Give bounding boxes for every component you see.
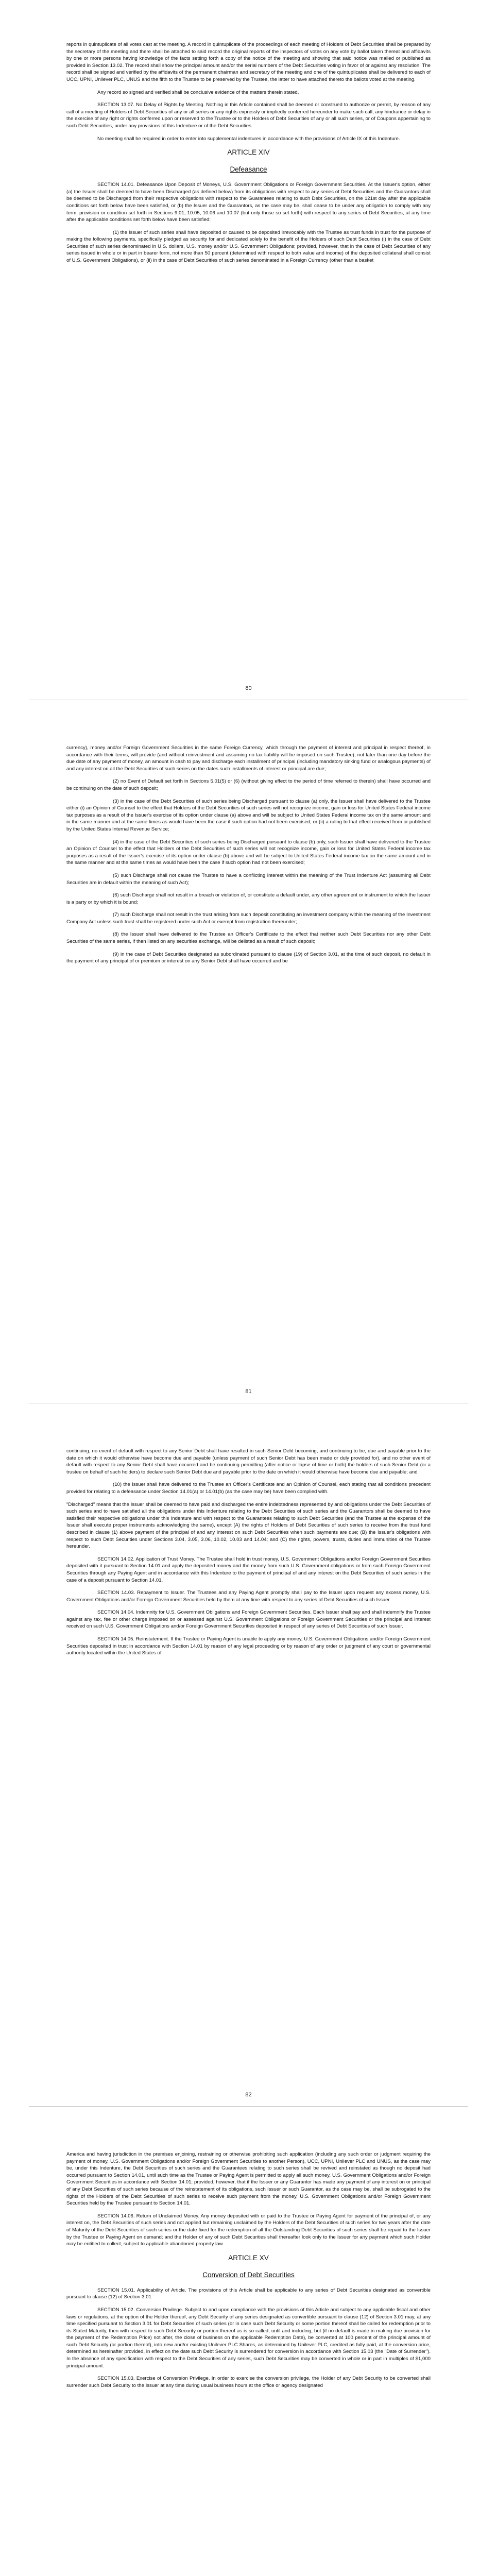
paragraph: reports in quintuplicate of all votes cast at the meeting. A record in quintuplicate of the proceedings of each meeting of Holders of Debt Securities shall be prepared by the secretary of the meeting and there shall be attached to said record the original reports of the inspectors of votes on any vote by ballot taken thereat and affidavits by one or more persons having knowledge of the facts setting forth a copy of the notice of the meeting and showing that said notice was mailed or published as provided in Section 13.02. The record shall show the principal amount and/or the serial numbers of the Debt Securities voting in favor of or against any resolution. The record shall be signed and verified by the affidavits of the permanent chairman and secretary of the meeting and one of the quintuplicates shall be delivered to each of UCC, UPNI, Unilever PLC, UNUS and the fifth to the Trustee to be preserved by the Trustee, the latter to have attached thereto the ballots voted at the meeting. [66,42,431,82]
page-number: 82 [245,2092,252,2098]
article-subtitle: Defeasance [230,165,267,174]
clause-1: (1) the Issuer of such series shall have deposited or caused to be deposited irrevocably with the Trustee as trust funds in trust for the purpose of making the following payments, specifically pledged as security for and dedicated solely to the benefit of the Holders of such Debt Securities (i) in the case of Debt Securities of such series denominated in U.S. dollars, U.S. money and/or U.S. Government Obligations; provided, however, that in the case of Debt Securities of any series issued in whole or in part in bearer form, not more than 50 percent (determined with respect to both value and income) of the deposited collateral shall consist of U.S. Government Obligations), or (ii) in the case of Debt Securities of such series denominated in a Foreign Currency (other than a basket [66,229,431,264]
clause-7: (7) such Discharge shall not result in the trust arising from such deposit constituting an investment company within the meaning of the Investment Company Act unless such trust shall be registered under such Act or exempt from registration thereunder; [66,912,431,925]
page-83 [0,2110,497,2576]
article-title: ARTICLE XV [228,2253,269,2262]
section-15-03: SECTION 15.03. Exercise of Conversion Privilege. In order to exercise the conversion privilege, the Holder of any Debt Security to be converted shall surrender such Debt Security to the Issuer at any time during usual business hours at the office or agency designated [66,2376,431,2388]
section-14-05: SECTION 14.05. Reinstatement. If the Trustee or Paying Agent is unable to apply any money, U.S. Government Obligations and/or Foreign Government Securities deposited in trust in accordance with Section 14.01 by reason of any legal proceeding or by reason of any order or judgment of any court or governmental authority located within the United States of [66,1636,431,1656]
clause-4: (4) in the case of the Debt Securities of such series being Discharged pursuant to clause (b) only, such Issuer shall have delivered to the Trustee an Opinion of Counsel to the effect that Holders of the Debt Securities of such series will not recognize income, gain or loss for United States Federal income tax purposes as a result of the Issuer's exercise of its option under clause (b) above and will be subject to United States Federal income tax on the same amount and in the same manner and at the same times as would have been the case if such option had not been exercised; [66,839,431,866]
discharged-definition: "Discharged" means that the Issuer shall be deemed to have paid and discharged the entire indebtedness represented by and obligations under the Debt Securities of such series and to have satisfied all the obligations under this Indenture relating to the Debt Securities of such series and the Guarantors shall be deemed to have satisfied their respective obligations under this Indenture and with respect to the Guarantees relating to such Debt Securities (and the Trustee at the expense of the Issuer shall execute proper instruments acknowledging the same), except (A) the rights of Holders of Debt Securities of such series to receive from the trust fund described in clause (1) above payment of the principal of and any interest on such Debt Securities when such payments are due; (B) the Issuer's obligations with respect to such Debt Securities under Sections 3.04, 3.05, 3.06, 10.02, 10.03 and 14.04; and (C) the rights, powers, trusts, duties and immunities of the Trustee hereunder. [66,1501,431,1550]
page-83-body [66,2151,431,2395]
clause-3: (3) in the case of the Debt Securities of such series being Discharged pursuant to clause (a) only, the Issuer shall have delivered to the Trustee either (i) an Opinion of Counsel to the effect that Holders of the Debt Securities of such series will not recognize income, gain or loss for United States Federal income tax purposes as a result of the Issuer's exercise of its option under clause (a) above and will be subject to United States Federal income tax on the same amount and in the same manner and at the same times as would have been the case if such option had not been exercised, or (ii) a ruling to that effect received from or published by the United States Internal Revenue Service; [66,798,431,832]
section-14-06: SECTION 14.06. Return of Unclaimed Money. Any money deposited with or paid to the Trustee or Paying Agent for payment of the principal of, or any interest on, the Debt Securities of such series and not applied but remaining unclaimed by the Holders of the Debt Securities of such series for two years after the date of Maturity of the Debt Securities of such series or the date fixed for the redemption of all the Outstanding Debt Securities of such series shall be repaid to the Issuer by the Trustee or Paying Agent on demand; and the Holder of any of such Debt Securities shall thereafter look only to the Issuer for any payment which such Holder may be entitled to collect, subject to applicable abandoned property law. [66,2213,431,2247]
page-81 [0,703,497,1406]
page-number: 80 [245,685,252,691]
section-14-04: SECTION 14.04. Indemnity for U.S. Government Obligations and Foreign Government Securities. Each Issuer shall pay and shall indemnify the Trustee against any tax, fee or other charge imposed on or assessed against U.S. Government Obligations or Foreign Government Securities or the principal and interest received on such U.S. Government Obligations and/or Foreign Government Securities deposited in respect of any series of Debt Securities of such Issuer. [66,1609,431,1630]
page-number: 81 [245,1388,252,1395]
paragraph: Any record so signed and verified shall be conclusive evidence of the matters therein stated. [97,89,299,95]
page-80-body [66,41,431,270]
section-15-01: SECTION 15.01. Applicability of Article. The provisions of this Article shall be applicable to any series of Debt Securities designated as convertible pursuant to clause (12) of Section 3.01. [66,2287,431,2300]
section-15-02: SECTION 15.02. Conversion Privilege. Subject to and upon compliance with the provisions of this Article and subject to any applicable fiscal and other laws or regulations, at the option of the Holder thereof, any Debt Security of any series designated as convertible pursuant to clause (12) of Section 3.01 may, at any time specified pursuant to Section 3.01 for Debt Securities of such series (or in case such Debt Security or some portion thereof shall be called for redemption prior to its Stated Maturity, then with respect to such Debt Security or portion thereof as is so called, until and including, but (if no default is made in making due provision for the payment of the Redemption Price) not after, the close of business on the applicable Redemption Date), be converted at 100 percent of the principal amount of such Debt Security (or portion thereof), into new and/or existing Unilever PLC Shares, as determined by Unilever PLC, credited as fully paid, at the conversion price, determined as hereinafter provided, in effect on the date such Debt Security is surrendered for conversion in accordance with Section 15.03 (the "Date of Surrender"). In the absence of any specification with respect to the Debt Securities of any series, such Debt Securities may be converted in whole or in part in multiples of $1,000 principal amount. [66,2307,431,2369]
clause-10: (10) the Issuer shall have delivered to the Trustee an Officer's Certificate and an Opinion of Counsel, each stating that all conditions precedent provided for relating to a defeasance under Section 14.01(a) or 14.01(b) (as the case may be) have been complied with. [66,1482,431,1495]
page-80 [0,0,497,703]
article-subtitle: Conversion of Debt Securities [202,2270,295,2279]
page-81-body [66,744,431,971]
section-14-03: SECTION 14.03. Repayment to Issuer. The Trustees and any Paying Agent promptly shall pay to the Issuer upon request any excess money, U.S. Government Obligations and/or Foreign Government Securities held by them at any time with respect to any series of Debt Securities of such Issuer. [66,1590,431,1603]
page-divider [29,2106,468,2107]
paragraph: currency), money and/or Foreign Government Securities in the same Foreign Currency, which through the payment of interest and principal in respect thereof, in accordance with their terms, will provide (and without reinvestment and assuming no tax liability will be imposed on such Trustee), not later than one day before the due date of any payment of money, an amount in cash to pay and discharge each installment of principal (including mandatory sinking fund or analogous payments) of and any interest on all the Debt Securities of such series on the dates such installments of interest or principal are due; [66,745,431,772]
clause-2: (2) no Event of Default set forth in Sections 5.01(5) or (6) (without giving effect to the period of time referred to therein) shall have occurred and be continuing on the date of such deposit; [66,778,431,791]
clause-5: (5) such Discharge shall not cause the Trustee to have a conflicting interest within the meaning of the Trust Indenture Act (assuming all Debt Securities are in default within the meaning of such Act); [66,872,431,886]
clause-6: (6) such Discharge shall not result in a breach or violation of, or constitute a default under, any other agreement or instrument to which the Issuer is a party or by which it is bound; [66,892,431,905]
section-13-07: SECTION 13.07. No Delay of Rights by Meeting. Nothing in this Article contained shall be deemed or construed to authorize or permit, by reason of any call of a meeting of Holders of Debt Securities of any or all series or any rights expressly or impliedly conferred hereunder to make such call, any hindrance or delay in the exercise of any right or rights conferred upon or reserved to the Trustee or to the Holders of Debt Securities of any or all such series, or of Coupons appertaining to such Debt Securities, under any provisions of this Indenture or of the Debt Securities. [66,102,431,129]
page-82-body [66,1448,431,1663]
article-title: ARTICLE XIV [227,148,270,157]
section-14-02: SECTION 14.02. Application of Trust Money. The Trustee shall hold in trust money, U.S. Government Obligations and/or Foreign Government Securities deposited with it pursuant to Section 14.01 and apply the deposited money and the money from such U.S. Government obligations or from such Foreign Government Securities through any Paying Agent and in accordance with this Indenture to the payment of principal of and any interest on the Debt Securities of such series in the case of a deposit pursuant to Section 14.01. [66,1556,431,1583]
clause-8: (8) the Issuer shall have delivered to the Trustee an Officer's Certificate to the effect that neither such Debt Securities nor any other Debt Securities of the same series, if then listed on any securities exchange, will be delisted as a result of such deposit; [66,931,431,945]
page-82 [0,1406,497,2110]
paragraph: No meeting shall be required in order to enter into supplemental indentures in accordance with the provisions of Article IX of this Indenture. [97,135,400,142]
section-14-01: SECTION 14.01. Defeasance Upon Deposit of Moneys, U.S. Government Obligations or Foreign Government Securities. At the Issuer's option, either (a) the Issuer shall be deemed to have been Discharged (as defined below) from its obligations with respect to any series of Debt Securities and the Guarantors shall be deemed to be Discharged from their respective obligations with respect to the Guarantees relating to such Debt Securities, on the 121st day after the applicable conditions set forth below have been satisfied, or (b) the Issuer and the Guarantors, as the case may be, shall cease to be under any obligation to comply with any term, provision or condition set forth in Sections 9.01, 10.05, 10.06 and 10.07 (but only those so set forth) with respect to any series of Debt Securities, at any time after the applicable conditions set forth below have been satisfied: [66,182,431,223]
paragraph: America and having jurisdiction in the premises enjoining, restraining or otherwise prohibiting such application (including any such order or judgment requiring the payment of money, U.S. Government Obligations and/or Foreign Government Securities to another Person), UCC, UPNI, Unilever PLC and UNUS, as the case may be, under this Indenture, the Debt Securities of such series and the Guarantees relating to such series shall be revived and reinstated as though no deposit had occurred pursuant to Section 14.01, until such time as the Trustee or Paying Agent is permitted to apply all such money, U.S. Government Obligations and/or Foreign Government Securities in accordance with Section 14.01; provided, however, that if the Issuer or any Guarantor has made any payment of any interest on or principal of any Debt Securities of such series because of the reinstatement of its obligations, such Issuer or such Guarantor, as the case may be, shall be subrogated to the rights of the Holders of the Debt Securities of such series to receive such payment from the money, U.S. Government Obligations and/or Foreign Government Securities held by the Trustee pursuant to Section 14.01. [66,2151,431,2207]
paragraph: continuing, no event of default with respect to any Senior Debt shall have resulted in such Senior Debt becoming, and continuing to be, due and payable prior to the date on which it would otherwise have become due and payable (unless payment of such Senior Debt has been made or duly provided for), and no other event of default with respect to any Senior Debt shall have occurred and be continuing permitting (after notice or lapse of time or both) the holders of such Senior Debt (or a trustee on behalf of such holders) to declare such Senior Debt due and payable prior to the date on which it would otherwise have become due and payable; and [66,1448,431,1475]
clause-9: (9) in the case of Debt Securities designated as subordinated pursuant to clause (19) of Section 3.01, at the time of such deposit, no default in the payment of any principal of or premium or interest on any Senior Debt shall have occurred and be [66,951,431,964]
